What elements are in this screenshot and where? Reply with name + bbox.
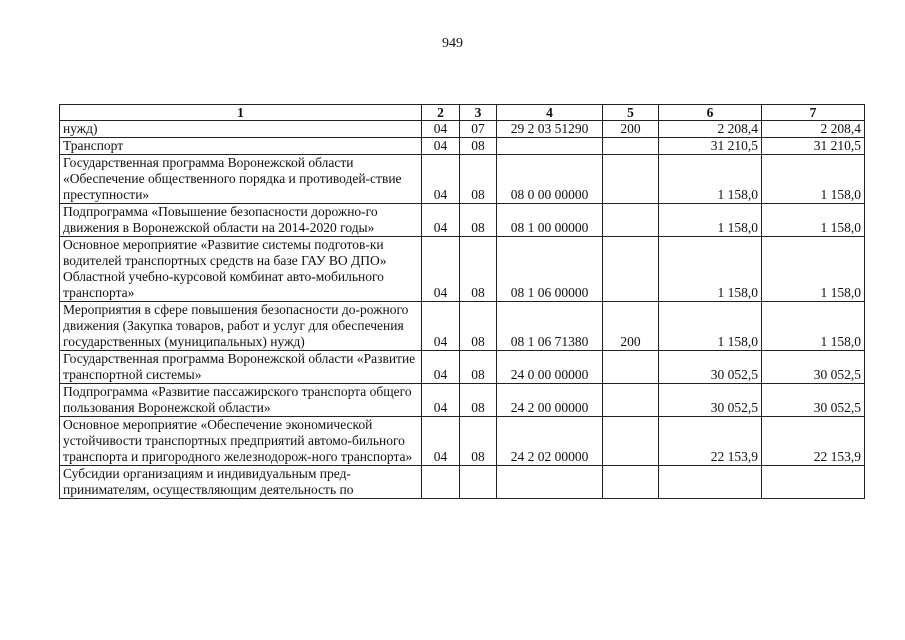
row-name: Государственная программа Воронежской области «Обеспечение общественного порядка и противодей-ствие преступности» [60, 155, 422, 204]
row-expense-type [603, 204, 659, 237]
row-amount-7: 1 158,0 [762, 302, 865, 351]
row-target-code [497, 138, 603, 155]
row-target-code: 24 0 00 00000 [497, 351, 603, 384]
row-target-code: 24 2 02 00000 [497, 417, 603, 466]
row-target-code: 08 1 06 00000 [497, 237, 603, 302]
row-subsection: 08 [460, 237, 497, 302]
table-row [60, 204, 865, 237]
row-target-code: 24 2 00 00000 [497, 384, 603, 417]
row-expense-type [603, 351, 659, 384]
row-subsection: 08 [460, 155, 497, 204]
row-name: Основное мероприятие «Развитие системы подготов-ки водителей транспортных средств на базе ГАУ ВО ДПО» Областной учебно-курсовой комбинат авто-мобильного транспорта» [60, 237, 422, 302]
row-amount-7: 22 153,9 [762, 417, 865, 466]
column-header-6: 6 [659, 105, 762, 121]
row-section: 04 [422, 121, 460, 138]
row-section: 04 [422, 351, 460, 384]
row-subsection: 08 [460, 351, 497, 384]
row-target-code: 29 2 03 51290 [497, 121, 603, 138]
row-amount-6: 2 208,4 [659, 121, 762, 138]
row-name: Транспорт [60, 138, 422, 155]
row-amount-7: 2 208,4 [762, 121, 865, 138]
column-header-2: 2 [422, 105, 460, 121]
column-header-1: 1 [60, 105, 422, 121]
row-name: нужд) [60, 121, 422, 138]
row-expense-type [603, 155, 659, 204]
table-row [60, 351, 865, 384]
table-row [60, 417, 865, 466]
row-amount-7: 1 158,0 [762, 204, 865, 237]
row-name: Государственная программа Воронежской области «Развитие транспортной системы» [60, 351, 422, 384]
table-row [60, 384, 865, 417]
row-section: 04 [422, 384, 460, 417]
row-amount-6: 1 158,0 [659, 302, 762, 351]
row-subsection: 08 [460, 138, 497, 155]
row-amount-6: 31 210,5 [659, 138, 762, 155]
row-target-code: 08 1 06 71380 [497, 302, 603, 351]
row-expense-type [603, 417, 659, 466]
budget-table [59, 104, 865, 499]
row-section [422, 466, 460, 499]
table-header-row [60, 105, 865, 121]
column-header-7: 7 [762, 105, 865, 121]
row-expense-type [603, 384, 659, 417]
row-amount-6: 22 153,9 [659, 417, 762, 466]
row-section: 04 [422, 138, 460, 155]
row-amount-7: 1 158,0 [762, 155, 865, 204]
row-expense-type [603, 237, 659, 302]
row-section: 04 [422, 302, 460, 351]
table-row [60, 155, 865, 204]
row-expense-type [603, 138, 659, 155]
table-row [60, 138, 865, 155]
row-target-code: 08 1 00 00000 [497, 204, 603, 237]
row-amount-7: 30 052,5 [762, 384, 865, 417]
row-target-code [497, 466, 603, 499]
row-subsection: 08 [460, 204, 497, 237]
row-target-code: 08 0 00 00000 [497, 155, 603, 204]
row-section: 04 [422, 237, 460, 302]
table-row [60, 466, 865, 499]
row-subsection: 07 [460, 121, 497, 138]
row-amount-6: 30 052,5 [659, 351, 762, 384]
row-expense-type: 200 [603, 302, 659, 351]
row-subsection: 08 [460, 302, 497, 351]
row-expense-type: 200 [603, 121, 659, 138]
page-number: 949 [442, 36, 463, 51]
row-expense-type [603, 466, 659, 499]
row-amount-6: 1 158,0 [659, 204, 762, 237]
row-amount-7: 1 158,0 [762, 237, 865, 302]
row-subsection: 08 [460, 417, 497, 466]
row-amount-7 [762, 466, 865, 499]
row-section: 04 [422, 155, 460, 204]
row-amount-6 [659, 466, 762, 499]
row-name: Подпрограмма «Повышение безопасности дорожно-го движения в Воронежской области на 2014-2020 годы» [60, 204, 422, 237]
row-name: Основное мероприятие «Обеспечение экономической устойчивости транспортных предприятий автомо-бильного транспорта и пригородного железнодорож-ного транспорта» [60, 417, 422, 466]
row-name: Подпрограмма «Развитие пассажирского транспорта общего пользования Воронежской области» [60, 384, 422, 417]
row-amount-6: 1 158,0 [659, 237, 762, 302]
row-subsection: 08 [460, 384, 497, 417]
row-subsection [460, 466, 497, 499]
row-name: Мероприятия в сфере повышения безопасности до-рожного движения (Закупка товаров, работ и услуг для обеспечения государственных (муниципальных) нужд) [60, 302, 422, 351]
table-row [60, 121, 865, 138]
row-amount-6: 30 052,5 [659, 384, 762, 417]
row-amount-7: 31 210,5 [762, 138, 865, 155]
column-header-4: 4 [497, 105, 603, 121]
column-header-3: 3 [460, 105, 497, 121]
row-amount-7: 30 052,5 [762, 351, 865, 384]
row-amount-6: 1 158,0 [659, 155, 762, 204]
column-header-5: 5 [603, 105, 659, 121]
row-section: 04 [422, 204, 460, 237]
table-row [60, 237, 865, 302]
table-row [60, 302, 865, 351]
row-section: 04 [422, 417, 460, 466]
row-name: Субсидии организациям и индивидуальным пред-принимателям, осуществляющим деятельность по [60, 466, 422, 499]
